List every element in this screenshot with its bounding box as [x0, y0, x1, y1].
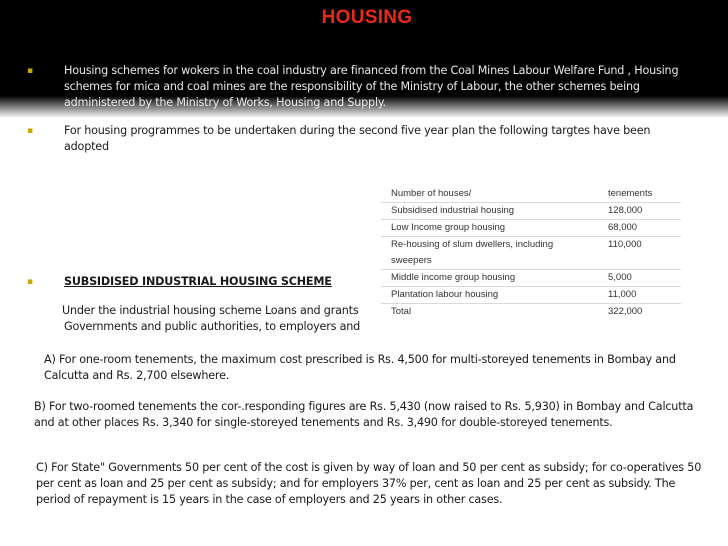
para-a: A) For one-room tenements, the maximum cost prescribed is Rs. 4,500 for multi-storeyed tenements in Bombay and Calcutta and Rs. 2,700 elsewhere. [44, 353, 676, 382]
table-cell: Total [391, 306, 412, 317]
table-cell: Re-housing of slum dwellers, including sweepers [391, 239, 554, 266]
bullet-icon: ▪ [27, 66, 34, 76]
table-row [381, 203, 681, 220]
table-row [381, 237, 681, 270]
table-cell: Number of houses/ [391, 188, 472, 199]
table-row [381, 304, 681, 320]
table-cell: 5,000 [608, 272, 632, 283]
para-b: B) For two-roomed tenements the cor-.responding figures are Rs. 5,430 (now raised to Rs. 5,930) in Bombay and Calcutta and at other places Rs. 3,340 for single-storeyed tenements and Rs. 3,490 for double-storeyed tenements. [34, 400, 694, 429]
table-row [381, 270, 681, 287]
intro-line-2: Governments and public authorities, to employers and [64, 320, 361, 333]
bullet-icon: ▪ [27, 277, 34, 287]
table-cell: 110,000 [608, 239, 642, 250]
table-cell: Plantation labour housing [391, 289, 499, 300]
table-cell: 322,000 [608, 306, 643, 317]
table-cell: Low Income group housing [391, 222, 506, 233]
slide-title: HOUSING [321, 7, 413, 28]
table-cell: Middle income group housing [391, 272, 516, 283]
table-cell: 68,000 [608, 222, 638, 233]
section-heading-subsidised: SUBSIDISED INDUSTRIAL HOUSING SCHEME [64, 275, 332, 288]
targets-table [381, 186, 681, 320]
table-cell: Subsidised industrial housing [391, 205, 515, 216]
table-cell: 11,000 [608, 289, 637, 300]
intro-line-1: Under the industrial housing scheme Loans and grants [62, 304, 359, 317]
bullet-second-plan-targets: For housing programmes to be undertaken during the second five year plan the following targtes have been adopted [64, 124, 651, 153]
bullet-coal-housing: Housing schemes for wokers in the coal industry are financed from the Coal Mines Labour Welfare Fund , Housing schemes for mica and coal mines are the responsibility of the Ministry of Labour, the other schemes being administered by the Ministry of Works, Housing and Supply. [64, 64, 679, 109]
table-cell: tenements [608, 188, 653, 199]
para-c: C) For State" Governments 50 per cent of the cost is given by way of loan and 50 per cent as subsidy; for co-operatives 50 per cent as loan and 25 per cent as subsidy; and for employers 37% per, cent as loan and 25 per cent as subsidy. The period of repayment is 15 years in the case of employers and 25 years in other cases. [36, 461, 702, 506]
table-row [381, 287, 681, 304]
bullet-icon: ▪ [27, 126, 34, 136]
table-cell: 128,000 [608, 205, 643, 216]
table-header [381, 186, 681, 203]
table-row [381, 220, 681, 237]
